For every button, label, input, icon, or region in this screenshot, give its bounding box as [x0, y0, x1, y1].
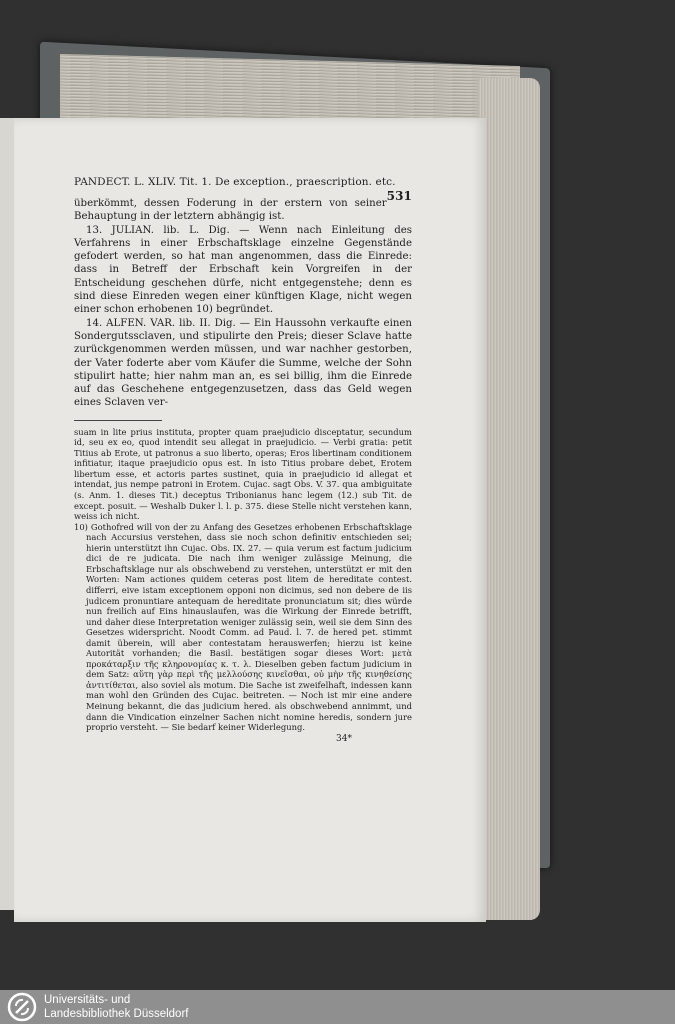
page-number: 531: [386, 189, 412, 203]
left-page-sliver: [0, 118, 15, 910]
library-name-line2: Landesbibliothek Düsseldorf: [44, 1008, 189, 1020]
paragraph: 13. JULIAN. lib. L. Dig. — Wenn nach Einleitung des Verfahrens in einer Erbschaftsklage einzelne Gegenstände gefodert werden, so hat man angenommen, dass die Einrede: dass in Betreff der Erbschaft kein Vorgreifen in der Entscheidung geschehen dürfe, nicht entgegenstehe; denn es sind diese Einreden wegen einer künftigen Klage, nicht wegen einer schon erhobenen 10) begründet.: [74, 224, 412, 316]
footnote: 10) Gothofred will von der zu Anfang des Gesetzes erhobenen Erbschaftsklage nach Accursius verstehen, dass sie noch schon definitiv entschieden sei; hierin unterstützt ihn Cujac. Obs. IX. 27. — quia verum est factum judicium dici de re judicata. Die nach ihm weniger zulässige Meinung, die Erbschaftsklage nur als obschwebend zu verstehen, unterstützt er mit den Worten: Nam actiones quidem ceteras post litem de hereditate contest. differri, eive istam exceptionem opponi non dicimus, sed non debere de iis judicem pronuntiare antequam de hereditate pronunciatum sit; dies würde nun freilich auf Eins hinauslaufen, was die Wirkung der Einrede betrifft, und daher diese Interpretation weniger zulässig sein, weil sie dem Sinn des Gesetzes widerspricht. Noodt Comm. ad Paud. l. 7. de hered pet. stimmt damit überein, will aber contestatam herauswerfen; hierzu ist keine Autorität vorhanden; die Basil. bestätigen sogar dieses Wort: μετὰ προκάταρξιν τῆς κληρονομίας κ. τ. λ. Dieselben geben factum judicium in dem Satz: αὕτη γὰρ περὶ τῆς μελλούσης κινεῖσθαι, οὐ μὴν τῆς κινηθείσης ἀντιτίθεται, also soviel als motum. Die Sache ist zweifelhaft, indessen kann man wohl den Gründen des Cujac. beitreten. — Noch ist mir eine andere Meinung bekannt, die das judicium hered. als obschwebend annimmt, und dann die Vindication einzelner Sachen nicht nomine heredis, sondern jure proprio versteht. — Sie bedarf keiner Widerlegung.: [74, 521, 412, 733]
footnote: suam in lite prius instituta, propter quam praejudicio disceptatur, secundum id, seu ex eo, quod intendit seu allegat in praejudicio. — Verbi gratia: petit Titius ab Erote, ut patronus a suo liberto, operas; Eros libertinam conditionem infitiatur, itaque praejudicio opus est. In isto Titius probare debet, Erotem libertum esse, et actoris partes sustinet, quia in praejudicio id allegat et intendat, jus nempe patroni in Erotem. Cujac. sagt Obs. V. 37. qua ambiguitate (s. Anm. 1. dieses Tit.) deceptus Tribonianus hanc legem (12.) sub Tit. de except. posuit. — Weshalb Duker l. l. p. 375. diese Stelle nicht verstehen kann, weiss ich nicht.: [74, 426, 412, 522]
running-head: [74, 175, 412, 203]
book-page: [14, 118, 486, 922]
signature-mark: 34*: [336, 733, 352, 744]
body-text: [74, 197, 412, 410]
page-block-edge: [478, 78, 540, 920]
paragraph: überkömmt, dessen Foderung in der erstern von seiner Behauptung in der letztern abhängig ist.: [74, 198, 387, 223]
footnote-rule: [74, 420, 162, 421]
library-footer: [0, 990, 675, 1024]
footnotes: [74, 427, 412, 733]
ulb-logo-icon[interactable]: [6, 991, 38, 1023]
page-content: [74, 175, 412, 744]
library-name[interactable]: [44, 993, 188, 1021]
running-head-text: PANDECT. L. XLIV. Tit. 1. De exception., praescription. etc.: [74, 176, 396, 188]
library-name-line1: Universitäts- und: [44, 994, 131, 1006]
paragraph: 14. ALFEN. VAR. lib. II. Dig. — Ein Haussohn verkaufte einen Sondergutssclaven, und stipulirte den Preis; dieser Sclave hatte zurückgenommen werden müssen, und war nachher gestorben, der Vater foderte aber vom Käufer die Summe, welche der Sohn stipulirt hatte; hier nahm man an, es sei billig, ihm die Einrede auf das Geschehene entgegenzusetzen, dass das Geld wegen eines Sclaven ver-: [74, 317, 412, 409]
